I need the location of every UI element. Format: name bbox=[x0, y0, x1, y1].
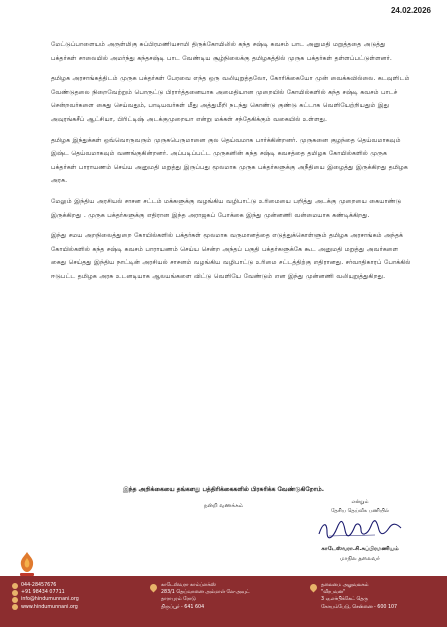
phone-icon bbox=[12, 583, 18, 589]
footer-office-chennai bbox=[310, 582, 397, 611]
website-link[interactable]: www.hindumunnani.org bbox=[21, 604, 78, 610]
office-line: 3 ஏ,எச்பிக்கேட் தெரு bbox=[321, 597, 368, 603]
phone-2: +91 98434 07711 bbox=[21, 590, 65, 596]
mobile-icon bbox=[12, 590, 18, 596]
paragraph: தமிழக இந்துக்கள் ஒவ்வொருவரும் முருகபெருமானை குல தெய்வமாக பார்க்கின்றனர். முருகனை குழந்தை தெய்வமாகவும் இஷ்ட தெய்வமாகவும் வணங்குகின்றனர். அப்படிப்பட்ட முருகனின் கந்த சஷ்டி கவசத்தை தமிழக கோயில்களில் முருக பக்தர்கள் பாராயணம் செய்ய அனுமதி மறுத்து இருப்பது மூலமாக முருக பக்தர்களுக்கு அநீதியை இழைத்து இருக்கிறது தமிழக அரசு. bbox=[51, 136, 408, 185]
paragraph: மேலும் இந்திய அரசியல் சாசன சட்டம் மக்களுக்கு வழங்கிய வழிபாட்டு உரிமையை பறித்து அடக்கு முறையை கையாண்டு இருக்கிறது . முருக பக்தர்களுக்கு எதிரான இந்த அராஜகப் போக்கை இந்து முன்னணி வன்மையாக கண்டிக்கிறது. bbox=[51, 197, 402, 219]
letter-body bbox=[51, 38, 411, 291]
office-line: காடேஸ்வரா காம்ப்ளக்ஸ் bbox=[161, 583, 216, 588]
closing-thanks: நன்றி வணக்கம் bbox=[203, 503, 244, 509]
footer-bar bbox=[0, 576, 447, 627]
paragraph: மேட்டுப்பாளையம் அருள்மிகு சுப்பிரமணியசாமி திருக்கோயிலில் கந்த சஷ்டி கவசம் பாட அனுமதி மறுத்ததை அடுத்து பக்தர்கள் சாலையில் அமர்ந்து கந்தசஷ்டி பாட வேண்டிய சூழ்நிலைக்கு தமிழகத்தில் முருக பக்தர்கள் தள்ளப்பட்டுள்ளனர். bbox=[51, 41, 392, 62]
office-line: திருப்பூர் - 641 604 bbox=[161, 604, 205, 610]
email-icon bbox=[12, 597, 18, 603]
globe-icon bbox=[12, 604, 18, 610]
office-line: தாராபுரம் ரோடு bbox=[161, 597, 196, 603]
publication-request: இந்த அறிக்கையை தங்களது பத்திரிக்கைகளில் பிரசுரிக்க வேண்டுகிறோம். bbox=[122, 486, 325, 493]
signature-block bbox=[300, 496, 420, 563]
footer-contact bbox=[12, 582, 79, 611]
office-line: கோயம்பேடு, சென்னை - 600 107 bbox=[321, 604, 398, 610]
signatory-role: மாநில தலைவர் bbox=[340, 556, 380, 562]
letter-date: 24.02.2026 bbox=[390, 6, 431, 15]
handwritten-signature bbox=[315, 516, 405, 542]
office-line: தலைமை அலுவலகம் bbox=[321, 583, 369, 588]
paragraph: தமிழக அரசாங்கத்திடம் முருக பக்தர்கள் பேரவை எந்த ஒரு வலியுறுத்தலோ, கோரிக்கையோ முன் வைக்கவில்லை. கடவுளிடம் வேண்டுதலை நிறைவேற்றும் பொருட்டு பிரார்த்தனையாக அமைதியான முறையில் கோயில்களில் கந்த சஷ்டி கவசம் பாடச் சென்றவர்களை கைது செய்வதும், பாடியவர்கள் மீது அத்துமீறி நடந்து கொண்டு குண்டு கட்டாக வெளியேற்றியதும் இது அவுரங்கசீப் ஆட்சியா, பிரிட்டிஷ் அடக்குமுறையா என்று மக்கள் சந்தேகிக்கும் வகையில் உள்ளது. bbox=[51, 75, 410, 123]
office-line: 283/1 தெய்வானை அம்மாள் லே-அவுட் bbox=[161, 590, 250, 596]
footer-office-tiruppur bbox=[150, 582, 249, 611]
signoff-line: என்றும் bbox=[351, 499, 369, 505]
phone-1: 044-28457676 bbox=[21, 583, 57, 588]
office-line: "வீரபவன" bbox=[321, 590, 346, 596]
paragraph: இந்து சமய அறநிலைத்துறை கோயில்களில் பக்தர்கள் மூலமாக வருமானத்தை எடுத்துக்கொள்ளும் தமிழக அரசாங்கம் அந்தக் கோயில்களில் கந்த சஷ்டி கவசம் பாராயணம் செய்ய சென்ற அந்தப் பகுதி பக்தர்களுக்கே கூட அனுமதி மறுத்து அவர்களை கைது செய்தது இந்திய நாட்டின் அரசியல் சாசனம் வழங்கிய வழிபாட்டு உரிமை சட்டத்திற்கு எதிரானது. சர்வாதிகாரப் போக்கில் ஈடுபட்ட தமிழக அரசு உடனடியாக ஆலயங்களை விட்டு வெளியே வேண்டும் என இந்து முன்னணி வலியுறுத்துகிறது. bbox=[51, 232, 411, 280]
signatory-name: காடேஸ்வரா.சி.சுப்பிரமணியம் bbox=[321, 546, 399, 552]
signoff-org: தேசிய தெய்வீக பணியில் bbox=[330, 508, 390, 514]
location-pin-icon bbox=[149, 583, 159, 593]
email-link[interactable]: info@hindumunnani.org bbox=[21, 597, 79, 603]
location-pin-icon bbox=[309, 583, 319, 593]
